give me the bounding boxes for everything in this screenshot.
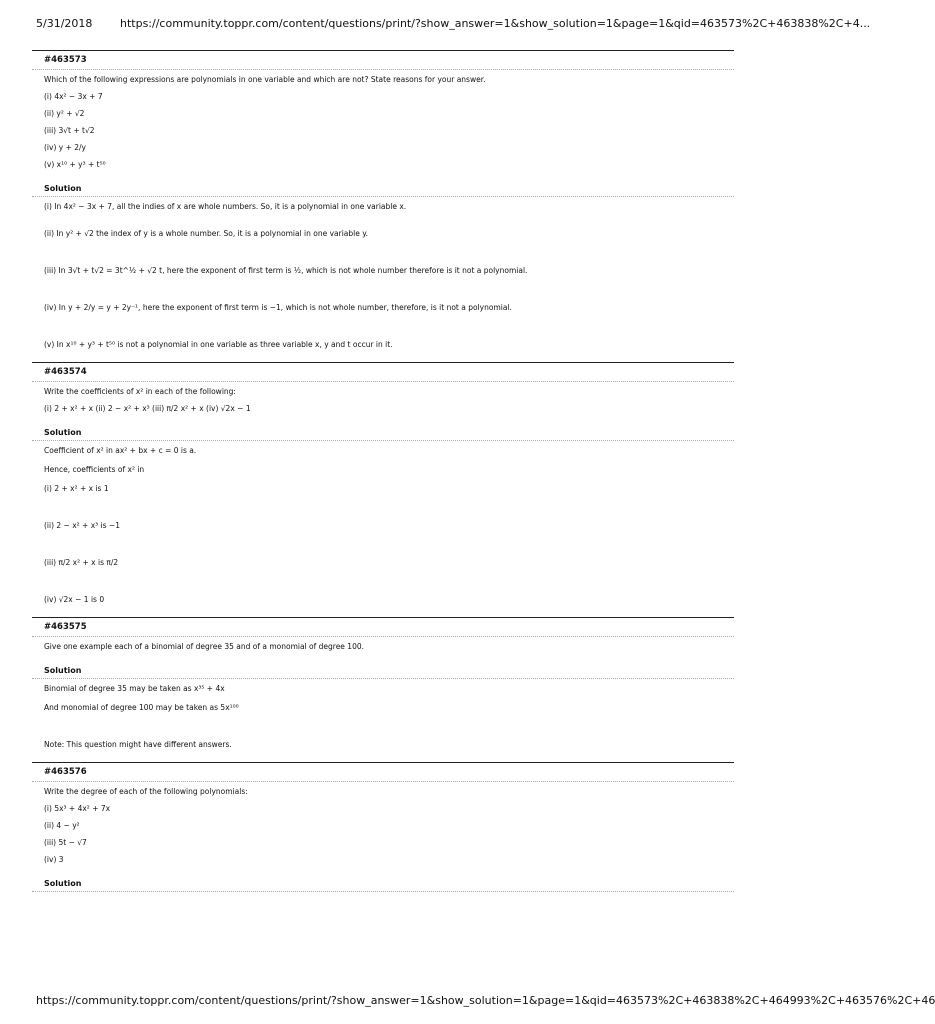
- solution-line: (iv) √2x − 1 is 0: [44, 595, 105, 604]
- solution-line: (iii) In 3√t + t√2 = 3t^½ + √2 t, here the exponent of first term is ½, which is not whole number therefore is it not a polynomial.: [44, 266, 528, 275]
- question-items-line: (i) 2 + x² + x (ii) 2 − x² + x³ (iii) π/2 x² + x (iv) √2x − 1: [44, 404, 251, 413]
- solution-line: (iii) π/2 x² + x is π/2: [44, 558, 119, 567]
- question-item: (iv) 3: [44, 855, 64, 864]
- question-id: #463574: [32, 367, 734, 382]
- question-list: [32, 50, 734, 904]
- question-item: (ii) 4 − y²: [44, 821, 80, 830]
- solution-line: Coefficient of x² in ax² + bx + c = 0 is a.: [44, 446, 197, 455]
- question-prompt: Give one example each of a binomial of degree 35 and of a monomial of degree 100.: [44, 642, 365, 651]
- question-prompt: Which of the following expressions are polynomials in one variable and which are not? State reasons for your answer.: [44, 75, 486, 84]
- solution-line: (v) In x¹⁰ + y³ + t⁵⁰ is not a polynomial in one variable as three variable x, y and t occur in it.: [44, 340, 393, 349]
- print-date: 5/31/2018: [36, 17, 93, 30]
- question-item: (v) x¹⁰ + y³ + t⁵⁰: [44, 160, 106, 169]
- solution-line: (iv) In y + 2/y = y + 2y⁻¹, here the exponent of first term is −1, which is not whole number, therefore, is it not a polynomial.: [44, 303, 512, 312]
- question-id: #463573: [32, 55, 734, 70]
- solution-note: Note: This question might have different answers.: [44, 740, 232, 749]
- question-id: #463575: [32, 622, 734, 637]
- question-block-463576: [32, 762, 734, 892]
- question-prompt: Write the degree of each of the following polynomials:: [44, 787, 248, 796]
- question-item: (i) 4x² − 3x + 7: [44, 92, 103, 101]
- solution-line: Binomial of degree 35 may be taken as x³⁵ + 4x: [44, 684, 225, 693]
- question-id: #463576: [32, 767, 734, 782]
- question-item: (ii) y² + √2: [44, 109, 85, 118]
- solution-line: (ii) 2 − x² + x³ is −1: [44, 521, 120, 530]
- solution-line: (ii) In y² + √2 the index of y is a whole number. So, it is a polynomial in one variable y.: [44, 229, 368, 238]
- solution-line: (i) 2 + x² + x is 1: [44, 484, 109, 493]
- question-item: (iii) 3√t + t√2: [44, 126, 95, 135]
- print-url-footer: https://community.toppr.com/content/questions/print/?show_answer=1&show_solution=1&page=1&qid=463573%2C+463838%2C+464993%2C+463576%2C+46: [36, 994, 935, 1007]
- solution-line: Hence, coefficients of x² in: [44, 465, 145, 474]
- question-block-463573: [32, 50, 734, 350]
- question-block-463575: [32, 617, 734, 750]
- solution-heading: Solution: [32, 652, 734, 679]
- solution-heading: Solution: [32, 170, 734, 197]
- question-item: (iii) 5t − √7: [44, 838, 87, 847]
- question-prompt: Write the coefficients of x² in each of the following:: [44, 387, 236, 396]
- solution-line: (i) In 4x² − 3x + 7, all the indies of x are whole numbers. So, it is a polynomial in one variable x.: [44, 202, 407, 211]
- question-item: (iv) y + 2/y: [44, 143, 86, 152]
- print-url-header: https://community.toppr.com/content/questions/print/?show_answer=1&show_solution=1&page=1&qid=463573%2C+463838%2C+4...: [120, 17, 871, 30]
- solution-heading: Solution: [32, 414, 734, 441]
- solution-heading: Solution: [32, 865, 734, 892]
- question-item: (i) 5x³ + 4x² + 7x: [44, 804, 111, 813]
- question-block-463574: [32, 362, 734, 605]
- solution-line: And monomial of degree 100 may be taken as 5x¹⁰⁰: [44, 703, 239, 712]
